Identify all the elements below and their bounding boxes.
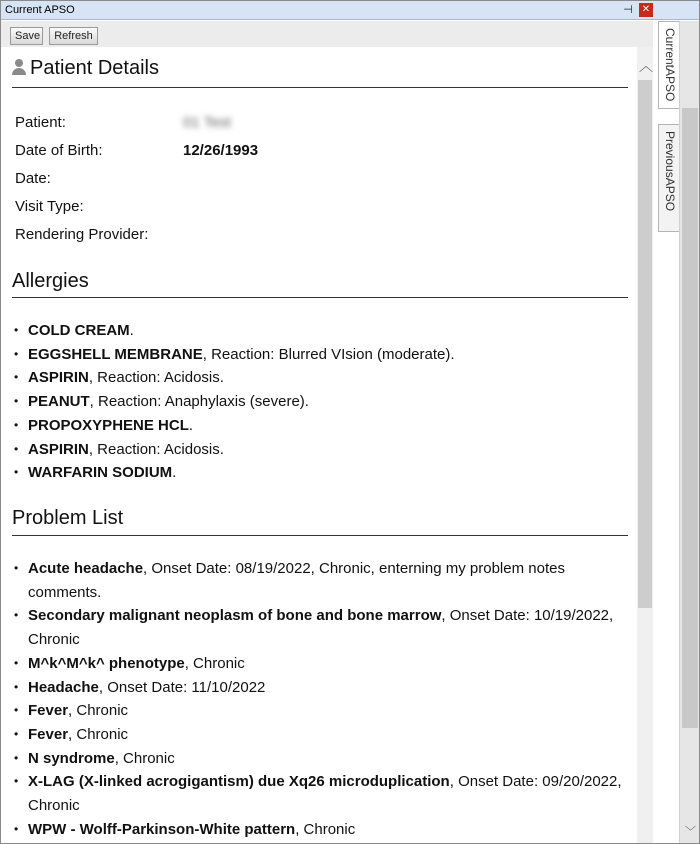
save-button[interactable]: Save [10,27,43,45]
patient-details-title: Patient Details [30,57,159,79]
field-label: Rendering Provider: [15,226,149,243]
list-item [13,604,623,651]
allergy-name: COLD CREAM [28,322,130,339]
list-item [13,366,623,390]
allergy-detail: , Reaction: Acidosis. [88,369,224,387]
allergy-detail: , Reaction: Acidosis. [88,440,224,458]
list-item [13,699,623,723]
list-item [13,390,623,414]
apso-content [1,47,637,843]
allergies-list [13,319,623,485]
list-item [13,414,623,438]
toolbar [1,21,653,47]
problem-detail: , Onset Date: 09/20/2022, Chronic [28,773,622,815]
pin-icon[interactable]: ⊣ [623,4,633,16]
problem-name: Fever [28,702,69,720]
allergy-name: ASPIRIN [28,369,89,387]
scrollbar-thumb[interactable] [638,80,652,608]
problem-detail: , Chronic [184,654,245,672]
problem-list [13,557,623,841]
list-item [13,676,623,700]
problem-name: WPW - Wolff-Parkinson-White pattern [28,820,296,838]
allergy-detail: , Reaction: Blurred VIsion (moderate). [202,345,455,363]
allergy-name: WARFARIN SODIUM [28,464,173,482]
list-item [13,557,623,604]
allergies-heading: Allergies [12,270,628,298]
title-bar [1,1,699,20]
list-item [13,652,623,676]
allergy-name: EGGSHELL MEMBRANE [28,345,203,363]
problem-detail: , Chronic [68,725,129,743]
list-item [13,770,623,817]
tab-label: CurrentAPSO [663,28,677,102]
problem-name: Acute headache [28,560,144,577]
problem-detail: , Chronic [114,749,175,767]
field-label: Patient: [15,114,66,131]
list-item [13,461,623,485]
patient-details-heading [12,57,628,88]
chevron-up-icon[interactable]: ︿ [639,58,653,74]
list-item [13,319,623,343]
person-icon [12,59,26,75]
tab-label: PreviousAPSO [663,131,677,212]
problem-detail: , Chronic [68,702,129,720]
problem-name: N syndrome [28,749,115,767]
field-label: Date: [15,170,51,187]
content-scrollbar[interactable] [637,47,653,843]
problem-detail: , Chronic [295,820,356,838]
allergy-detail: . [188,416,194,434]
problem-name: Secondary malignant neoplasm of bone and bone marrow [28,607,442,625]
problem-detail: , Onset Date: 11/10/2022 [98,678,266,696]
list-item [13,723,623,747]
list-item [13,343,623,367]
problem-name: M^k^M^k^ phenotype [28,654,185,672]
problem-name: Fever [28,725,69,743]
problem-detail: , Onset Date: 10/19/2022, Chronic [28,607,614,649]
list-item [13,747,623,771]
allergy-name: PEANUT [28,393,90,411]
allergy-detail: , Reaction: Anaphylaxis (severe). [89,393,309,411]
allergy-name: ASPIRIN [28,440,89,458]
outer-scrollbar[interactable] [679,21,699,843]
list-item [13,818,623,842]
dob-value: 12/26/1993 [183,142,259,159]
window-title: Current APSO [5,4,75,16]
allergy-detail: . [172,464,177,482]
refresh-button[interactable]: Refresh [49,27,98,45]
close-icon[interactable]: ✕ [639,3,653,17]
outer-scrollbar-thumb[interactable] [682,108,698,728]
chevron-down-icon[interactable]: ﹀ [685,826,696,838]
field-label: Date of Birth: [15,142,103,159]
patient-name-value: 01 Test [183,114,232,131]
allergy-detail: . [129,322,134,339]
problem-detail: , Onset Date: 08/19/2022, Chronic, enterning my problem notes comments. [28,560,565,601]
problem-list-heading: Problem List [12,507,628,536]
problem-name: Headache [28,678,99,696]
field-label: Visit Type: [15,198,84,215]
list-item [13,438,623,462]
problem-name: X-LAG (X-linked acrogigantism) due Xq26 microduplication [28,773,450,791]
allergy-name: PROPOXYPHENE HCL [28,416,189,434]
